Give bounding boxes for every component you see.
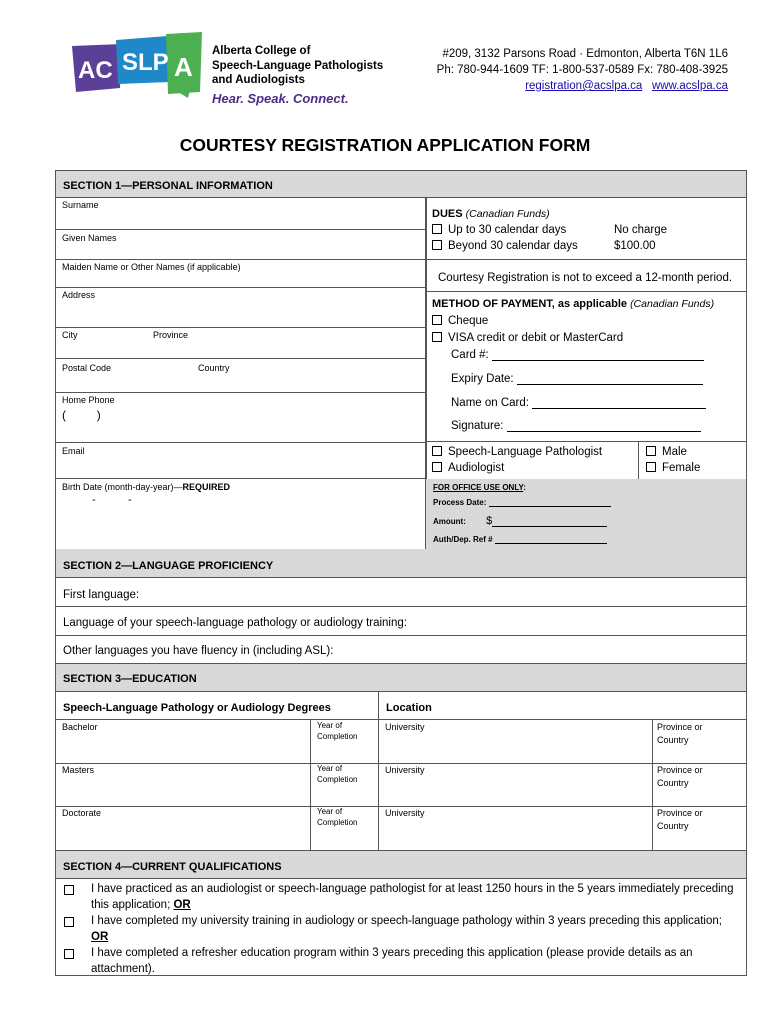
or-1: OR (173, 899, 191, 911)
payment-box (425, 291, 747, 442)
city-label: City (62, 330, 78, 340)
org-line-2: Speech-Language Pathologists (212, 59, 384, 72)
section3-header (55, 664, 747, 692)
section3-title: SECTION 3—EDUCATION (63, 673, 197, 685)
checkbox-icon[interactable] (432, 315, 442, 325)
payment-title: METHOD OF PAYMENT, as applicable (432, 298, 627, 310)
birth-date-text: Birth Date (month-day-year)— (62, 482, 183, 492)
payment-visa[interactable] (432, 332, 623, 344)
home-phone-label: Home Phone (62, 395, 115, 405)
slp-label: Speech-Language Pathologist (448, 446, 603, 458)
dues-option-1[interactable] (432, 224, 732, 236)
org-name (212, 44, 383, 88)
gender-female[interactable] (646, 462, 700, 474)
cheque-label: Cheque (448, 315, 489, 327)
first-language-label: First language: (63, 589, 140, 601)
given-names-label: Given Names (62, 233, 117, 243)
year-label-1: Year of (317, 721, 343, 730)
training-language-label: Language of your speech-language pathology or audiology training: (63, 617, 407, 629)
year-label-2: Completion (317, 732, 358, 741)
address-label: Address (62, 290, 96, 300)
q3-line1: I have completed a refresher education program within 3 years preceding this application (please provide details as an (91, 947, 693, 959)
gender-male[interactable] (646, 446, 687, 458)
visa-label: VISA credit or debit or MasterCard (448, 332, 624, 344)
dues-opt1-label: Up to 30 calendar days (448, 224, 567, 236)
other-languages-field[interactable] (55, 636, 747, 664)
dues-funds: (Canadian Funds) (465, 208, 550, 220)
amount-label: Amount: (433, 517, 466, 526)
section2-header (55, 549, 747, 578)
date-dash-2: - (128, 494, 132, 506)
checkbox-icon[interactable] (432, 240, 442, 250)
profession-slp[interactable] (432, 446, 602, 458)
year-label-2: Completion (317, 818, 358, 827)
female-label: Female (662, 462, 701, 474)
province-country-label-2: Country (657, 735, 689, 745)
dues-note: Courtesy Registration is not to exceed a 12-month period. (438, 272, 733, 284)
phone-paren-open: ( (62, 408, 66, 422)
degree-label: Doctorate (62, 808, 102, 818)
postal-code-field[interactable] (56, 374, 424, 391)
birth-date-field[interactable] (56, 494, 424, 546)
first-language-field[interactable] (55, 578, 747, 607)
checkbox-icon[interactable] (64, 917, 74, 927)
year-label-1: Year of (317, 807, 343, 816)
q1-line2: this application; (91, 899, 171, 911)
birth-date-label (62, 482, 230, 492)
dues-option-2[interactable] (432, 240, 732, 252)
office-title: FOR OFFICE USE ONLY (433, 483, 524, 492)
office-use-box (425, 479, 747, 550)
process-date-field[interactable] (433, 498, 611, 507)
phone-paren-close: ) (96, 408, 101, 422)
location-heading: Location (386, 702, 432, 714)
process-date-label: Process Date: (433, 498, 487, 507)
dues-opt2-price: $100.00 (614, 240, 656, 252)
checkbox-icon[interactable] (64, 949, 74, 959)
or-2: OR (91, 931, 109, 943)
university-label: University (385, 765, 425, 775)
section2-title: SECTION 2—LANGUAGE PROFICIENCY (63, 560, 274, 572)
profession-aud[interactable] (432, 462, 504, 474)
maiden-name-field[interactable] (56, 273, 424, 286)
org-line-1: Alberta College of (212, 45, 311, 57)
address-field[interactable] (56, 301, 424, 326)
payment-heading (432, 298, 714, 310)
auth-ref-field[interactable] (433, 535, 607, 544)
city-field[interactable] (56, 341, 424, 357)
contact-block (437, 46, 728, 94)
signature-label: Signature: (451, 420, 504, 432)
form-title: COURTESY REGISTRATION APPLICATION FORM (179, 135, 591, 155)
phone-line: Ph: 780-944-1609 TF: 1-800-537-0589 Fx: 780-408-3925 (436, 64, 728, 76)
org-line-3: and Audiologists (212, 74, 305, 86)
phone-area-code[interactable] (62, 408, 101, 422)
section1-title: SECTION 1—PERSONAL INFORMATION (63, 180, 273, 192)
email-label: Email (62, 446, 85, 456)
year-label-2: Completion (317, 775, 358, 784)
province-country-label-2: Country (657, 778, 689, 788)
office-heading (433, 483, 526, 492)
degree-label: Bachelor (62, 722, 98, 732)
logo (70, 32, 205, 98)
maiden-name-label: Maiden Name or Other Names (if applicable) (62, 262, 241, 272)
qualifications-box (55, 879, 747, 976)
training-language-field[interactable] (55, 607, 747, 636)
amount-dollar: $ (486, 515, 493, 527)
checkbox-icon[interactable] (432, 224, 442, 234)
checkbox-icon[interactable] (646, 462, 656, 472)
province-country-label-2: Country (657, 821, 689, 831)
qualification-2[interactable] (64, 913, 740, 945)
dues-opt1-price: No charge (614, 224, 668, 236)
amount-field[interactable] (433, 515, 607, 527)
male-label: Male (662, 446, 687, 458)
q3-line2: attachment). (91, 963, 155, 975)
card-label: Card #: (451, 349, 489, 361)
university-label: University (385, 808, 425, 818)
checkbox-icon[interactable] (432, 332, 442, 342)
province-country-label-1: Province or (657, 808, 703, 818)
dues-opt2-label: Beyond 30 calendar days (448, 240, 578, 252)
payment-funds: (Canadian Funds) (630, 298, 715, 310)
year-label-1: Year of (317, 764, 343, 773)
surname-label: Surname (62, 200, 99, 210)
email-field[interactable] (56, 457, 424, 477)
university-label: University (385, 722, 425, 732)
given-names-field[interactable] (56, 244, 424, 258)
checkbox-icon[interactable] (646, 446, 656, 456)
checkbox-icon[interactable] (432, 462, 442, 472)
payment-cheque[interactable] (432, 315, 488, 327)
section1-header (55, 170, 747, 198)
checkbox-icon[interactable] (432, 446, 442, 456)
section4-header (55, 851, 747, 879)
expiry-label: Expiry Date: (451, 373, 514, 385)
signature-field[interactable] (451, 420, 701, 432)
checkbox-icon[interactable] (64, 885, 74, 895)
q2-line1: I have completed my university training in audiology or speech-language pathology within 3 years preceding this application; (91, 915, 722, 927)
web-line (437, 78, 728, 94)
country-label: Country (198, 363, 230, 373)
aud-label: Audiologist (448, 462, 505, 474)
date-dash-1: - (92, 494, 96, 506)
postal-code-label: Postal Code (62, 363, 112, 373)
birth-date-required: REQUIRED (182, 482, 231, 492)
other-languages-label: Other languages you have fluency in (including ASL): (63, 645, 334, 657)
auth-ref-label: Auth/Dep. Ref # (433, 535, 493, 544)
logo-ac: AC (78, 57, 113, 84)
degrees-heading: Speech-Language Pathology or Audiology Degrees (63, 702, 331, 714)
card-number-field[interactable] (451, 349, 704, 361)
name-on-card-label: Name on Card: (451, 397, 529, 409)
logo-a: A (174, 52, 193, 82)
name-on-card-field[interactable] (451, 397, 706, 409)
office-colon: : (523, 483, 526, 492)
tagline: Hear. Speak. Connect. (212, 91, 349, 106)
email-link[interactable]: registration@acslpa.ca (525, 80, 643, 92)
qualification-3[interactable] (64, 945, 740, 977)
dues-title: DUES (432, 208, 463, 220)
section4-title: SECTION 4—CURRENT QUALIFICATIONS (63, 861, 282, 873)
surname-field[interactable] (56, 211, 424, 228)
province-country-label-1: Province or (657, 722, 703, 732)
degree-label: Masters (62, 765, 95, 775)
province-label: Province (153, 330, 189, 340)
qualification-1[interactable] (64, 881, 740, 913)
dues-heading (432, 208, 550, 220)
logo-slp: SLP (122, 49, 169, 76)
website-link[interactable]: www.acslpa.ca (651, 80, 728, 92)
address-line: #209, 3132 Parsons Road · Edmonton, Alberta T6N 1L6 (442, 48, 728, 60)
q1-line1: I have practiced as an audiologist or speech-language pathologist for at least 1250 hours in the 5 years immediately preceding (91, 883, 734, 895)
profession-box (425, 441, 747, 480)
expiry-field[interactable] (451, 373, 703, 385)
dues-box (425, 197, 747, 292)
province-country-label-1: Province or (657, 765, 703, 775)
